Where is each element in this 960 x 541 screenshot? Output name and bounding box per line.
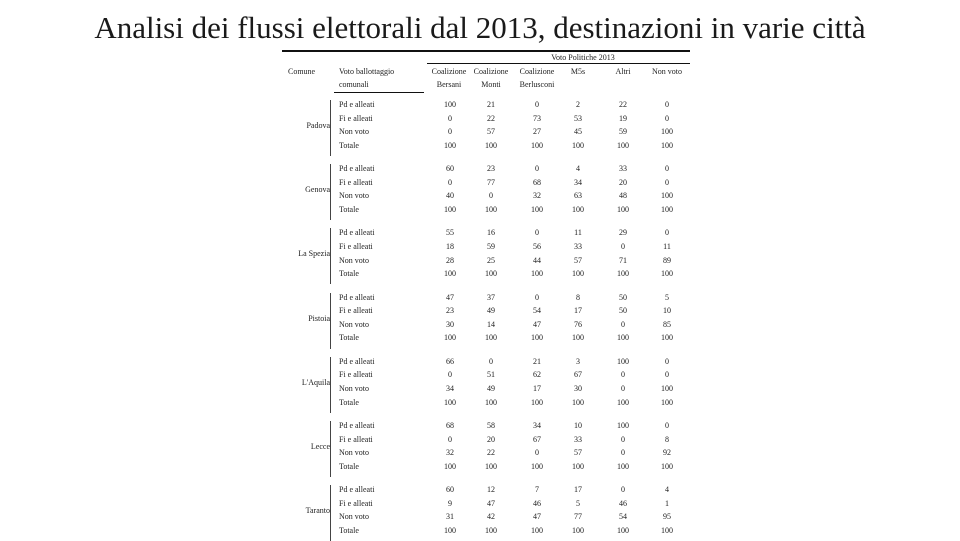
row-label: Non voto xyxy=(339,512,369,522)
table-cell: 19 xyxy=(619,113,627,123)
table-cell: 5 xyxy=(665,292,669,302)
city-group xyxy=(282,421,692,477)
table-cell: 46 xyxy=(619,498,627,508)
table-cell: 60 xyxy=(446,485,454,495)
table-cell: 22 xyxy=(487,448,495,458)
row-label: Pd e alleati xyxy=(339,292,375,302)
row-label: Fi e alleati xyxy=(339,177,373,187)
table-cell: 47 xyxy=(533,512,541,522)
table-cell: 27 xyxy=(533,127,541,137)
row-label: Totale xyxy=(339,204,359,214)
row-label: Non voto xyxy=(339,383,369,393)
row-label: Totale xyxy=(339,269,359,279)
table-cell: 89 xyxy=(663,255,671,265)
table-cell: 100 xyxy=(572,397,584,407)
table-cell: 8 xyxy=(665,434,669,444)
table-cell: 25 xyxy=(487,255,495,265)
table-cell: 34 xyxy=(533,421,541,430)
table-cell: 49 xyxy=(487,383,495,393)
table-cell: 47 xyxy=(446,292,454,302)
table-cell: 12 xyxy=(487,485,495,495)
city-name: L'Aquila xyxy=(301,377,330,387)
table-cell: 47 xyxy=(487,498,495,508)
table-cell: 59 xyxy=(619,127,627,137)
table-cell: 100 xyxy=(661,461,673,471)
table-cell: 30 xyxy=(574,383,582,393)
table-cell: 100 xyxy=(485,204,497,214)
table-cell: 56 xyxy=(533,241,541,251)
table-cell: 17 xyxy=(574,306,582,316)
table-cell: 100 xyxy=(485,525,497,535)
table-cell: 21 xyxy=(533,356,541,366)
col-comune xyxy=(288,65,333,78)
table-cell: 0 xyxy=(621,434,625,444)
row-label: Fi e alleati xyxy=(339,241,373,251)
row-label: Fi e alleati xyxy=(339,113,373,123)
table-cell: 100 xyxy=(617,525,629,535)
table-cell: 45 xyxy=(574,127,582,137)
table-cell: 34 xyxy=(446,383,454,393)
table-cell: 0 xyxy=(621,370,625,380)
table-cell: 100 xyxy=(617,356,629,366)
table-cell: 55 xyxy=(446,228,454,238)
table-cell: 63 xyxy=(574,191,582,201)
table-cell: 29 xyxy=(619,228,627,238)
table-cell: 58 xyxy=(487,421,495,430)
table-cell: 0 xyxy=(665,228,669,238)
table-cell: 100 xyxy=(617,421,629,430)
table-cell: 0 xyxy=(665,421,669,430)
table-cell: 76 xyxy=(574,319,582,329)
table-cell: 100 xyxy=(444,397,456,407)
table-cell: 33 xyxy=(619,164,627,174)
col-non-voto-label: Non voto xyxy=(652,67,682,76)
table-cell: 0 xyxy=(621,241,625,251)
city-name: Taranto xyxy=(305,506,330,516)
table-cell: 100 xyxy=(661,383,673,393)
table-cell: 0 xyxy=(448,127,452,137)
table-cell: 100 xyxy=(617,333,629,343)
row-label: Totale xyxy=(339,397,359,407)
group-divider xyxy=(330,228,331,284)
table-cell: 37 xyxy=(487,292,495,302)
col-ballottaggio xyxy=(339,65,424,91)
table-cell: 100 xyxy=(617,204,629,214)
electoral-flows-table xyxy=(282,50,692,540)
table-cell: 0 xyxy=(448,370,452,380)
row-label: Totale xyxy=(339,140,359,150)
table-cell: 17 xyxy=(533,383,541,393)
table-cell: 0 xyxy=(621,448,625,458)
col-m5s-label: M5s xyxy=(570,67,586,76)
table-cell: 100 xyxy=(485,461,497,471)
table-cell: 100 xyxy=(531,204,543,214)
table-cell: 42 xyxy=(487,512,495,522)
table-cell: 20 xyxy=(487,434,495,444)
table-cell: 100 xyxy=(531,461,543,471)
table-cell: 0 xyxy=(665,164,669,174)
table-cell: 32 xyxy=(446,448,454,458)
table-cell: 77 xyxy=(574,512,582,522)
vote-header-rule xyxy=(427,63,690,64)
table-cell: 2 xyxy=(576,100,580,109)
table-cell: 22 xyxy=(487,113,495,123)
table-cell: 4 xyxy=(665,485,669,495)
city-group xyxy=(282,357,692,413)
table-cell: 100 xyxy=(572,204,584,214)
table-cell: 0 xyxy=(621,319,625,329)
city-group xyxy=(282,100,692,156)
table-cell: 0 xyxy=(489,356,493,366)
table-cell: 11 xyxy=(574,228,582,238)
row-label: Pd e alleati xyxy=(339,164,375,174)
col-m5s xyxy=(558,65,598,78)
table-cell: 57 xyxy=(574,448,582,458)
table-cell: 100 xyxy=(661,525,673,535)
table-cell: 34 xyxy=(574,177,582,187)
table-cell: 67 xyxy=(533,434,541,444)
col-non-voto xyxy=(645,65,689,78)
table-cell: 100 xyxy=(661,397,673,407)
row-label: Non voto xyxy=(339,319,369,329)
table-cell: 23 xyxy=(446,306,454,316)
table-cell: 18 xyxy=(446,241,454,251)
table-cell: 68 xyxy=(446,421,454,430)
table-cell: 0 xyxy=(665,370,669,380)
table-cell: 33 xyxy=(574,241,582,251)
table-cell: 54 xyxy=(619,512,627,522)
table-cell: 0 xyxy=(665,113,669,123)
table-cell: 57 xyxy=(574,255,582,265)
table-cell: 100 xyxy=(531,269,543,279)
col-monti-line1: Coalizione xyxy=(473,67,509,76)
table-cell: 100 xyxy=(661,191,673,201)
table-cell: 100 xyxy=(444,140,456,150)
table-cell: 7 xyxy=(535,485,539,495)
table-cell: 100 xyxy=(485,333,497,343)
table-cell: 10 xyxy=(663,306,671,316)
col-ballottaggio-line2: comunali xyxy=(339,80,369,89)
table-cell: 0 xyxy=(665,100,669,109)
row-label: Totale xyxy=(339,525,359,535)
table-cell: 100 xyxy=(572,333,584,343)
table-cell: 0 xyxy=(489,191,493,201)
table-cell: 0 xyxy=(448,113,452,123)
group-divider xyxy=(330,421,331,477)
group-divider xyxy=(330,293,331,349)
table-cell: 20 xyxy=(619,177,627,187)
row-label: Pd e alleati xyxy=(339,100,375,109)
table-cell: 49 xyxy=(487,306,495,316)
table-cell: 30 xyxy=(446,319,454,329)
table-cell: 100 xyxy=(661,140,673,150)
table-cell: 33 xyxy=(574,434,582,444)
row-label: Pd e alleati xyxy=(339,228,375,238)
row-label: Fi e alleati xyxy=(339,498,373,508)
table-cell: 100 xyxy=(661,204,673,214)
table-cell: 31 xyxy=(446,512,454,522)
city-name: Lecce xyxy=(310,442,330,451)
table-cell: 47 xyxy=(533,319,541,329)
row-label: Non voto xyxy=(339,127,369,137)
top-rule-left xyxy=(282,50,427,52)
row-label: Totale xyxy=(339,461,359,471)
table-cell: 100 xyxy=(531,333,543,343)
table-cell: 100 xyxy=(617,461,629,471)
row-label: Non voto xyxy=(339,448,369,458)
page-title: Analisi dei flussi elettorali dal 2013, destinazioni in varie città xyxy=(94,10,866,45)
table-cell: 100 xyxy=(485,397,497,407)
table-cell: 0 xyxy=(535,100,539,109)
table-cell: 16 xyxy=(487,228,495,238)
row-label: Totale xyxy=(339,333,359,343)
table-cell: 5 xyxy=(576,498,580,508)
top-rule-right xyxy=(427,50,690,52)
table-cell: 100 xyxy=(617,269,629,279)
group-divider xyxy=(330,100,331,156)
col-ballottaggio-line1: Voto ballottaggio xyxy=(339,67,395,76)
table-cell: 50 xyxy=(619,292,627,302)
row-label: Fi e alleati xyxy=(339,434,373,444)
table-cell: 71 xyxy=(619,255,627,265)
table-cell: 17 xyxy=(574,485,582,495)
row-label: Pd e alleati xyxy=(339,421,375,430)
table-cell: 77 xyxy=(487,177,495,187)
table-cell: 11 xyxy=(663,241,671,251)
col-altri-label: Altri xyxy=(615,67,631,76)
table-cell: 50 xyxy=(619,306,627,316)
table-cell: 0 xyxy=(621,485,625,495)
table-cell: 0 xyxy=(535,228,539,238)
col-altri xyxy=(603,65,643,78)
table-cell: 28 xyxy=(446,255,454,265)
vote-politiche-header: Voto Politiche 2013 xyxy=(551,53,615,62)
table-cell: 100 xyxy=(444,333,456,343)
table-cell: 0 xyxy=(448,177,452,187)
table-cell: 100 xyxy=(444,100,456,109)
table-cell: 51 xyxy=(487,370,495,380)
table-cell: 1 xyxy=(665,498,669,508)
table-cell: 66 xyxy=(446,356,454,366)
col-bersani-line1: Coalizione xyxy=(431,67,467,76)
table-cell: 100 xyxy=(572,461,584,471)
city-group xyxy=(282,164,692,220)
city-name: Padova xyxy=(306,121,330,130)
table-cell: 8 xyxy=(576,292,580,302)
table-cell: 54 xyxy=(533,306,541,316)
col-monti-line2: Monti xyxy=(481,80,501,89)
table-cell: 100 xyxy=(661,127,673,137)
table-cell: 10 xyxy=(574,421,582,430)
table-cell: 14 xyxy=(487,319,495,329)
table-cell: 100 xyxy=(444,461,456,471)
table-cell: 44 xyxy=(533,255,541,265)
table-cell: 21 xyxy=(487,100,495,109)
table-cell: 0 xyxy=(535,292,539,302)
table-cell: 62 xyxy=(533,370,541,380)
table-cell: 100 xyxy=(661,269,673,279)
table-cell: 0 xyxy=(535,164,539,174)
table-cell: 100 xyxy=(617,397,629,407)
table-cell: 23 xyxy=(487,164,495,174)
col-berlusconi-line2: Berlusconi xyxy=(519,80,555,89)
city-name: La Spezia xyxy=(298,249,330,259)
group-divider xyxy=(330,164,331,220)
row-label: Non voto xyxy=(339,191,369,201)
row-label: Fi e alleati xyxy=(339,306,373,316)
table-cell: 68 xyxy=(533,177,541,187)
table-cell: 85 xyxy=(663,319,671,329)
table-cell: 53 xyxy=(574,113,582,123)
table-cell: 100 xyxy=(444,525,456,535)
row-label: Non voto xyxy=(339,255,369,265)
table-cell: 100 xyxy=(444,204,456,214)
table-cell: 0 xyxy=(535,448,539,458)
table-cell: 22 xyxy=(619,100,627,109)
table-cell: 100 xyxy=(531,525,543,535)
table-cell: 73 xyxy=(533,113,541,123)
row-label: Pd e alleati xyxy=(339,485,375,495)
table-cell: 40 xyxy=(446,191,454,201)
table-cell: 57 xyxy=(487,127,495,137)
table-cell: 100 xyxy=(485,140,497,150)
table-cell: 100 xyxy=(617,140,629,150)
table-cell: 100 xyxy=(485,269,497,279)
table-cell: 0 xyxy=(665,356,669,366)
group-divider xyxy=(330,357,331,413)
city-name: Genova xyxy=(305,185,330,195)
table-cell: 100 xyxy=(572,525,584,535)
table-cell: 4 xyxy=(576,164,580,174)
city-group xyxy=(282,228,692,284)
table-cell: 0 xyxy=(448,434,452,444)
table-cell: 92 xyxy=(663,448,671,458)
col-berlusconi-line1: Coalizione xyxy=(519,67,555,76)
table-cell: 100 xyxy=(572,140,584,150)
city-name: Pistoia xyxy=(308,313,330,323)
header-bottom-rule xyxy=(334,92,424,93)
city-group xyxy=(282,293,692,349)
row-label: Pd e alleati xyxy=(339,356,375,366)
row-label: Fi e alleati xyxy=(339,370,373,380)
table-cell: 48 xyxy=(619,191,627,201)
table-cell: 32 xyxy=(533,191,541,201)
city-group xyxy=(282,485,692,541)
table-cell: 0 xyxy=(621,383,625,393)
table-cell: 100 xyxy=(531,397,543,407)
col-bersani-line2: Bersani xyxy=(436,80,462,89)
group-divider xyxy=(330,485,331,541)
col-coalizione-berlusconi xyxy=(509,65,565,91)
table-cell: 100 xyxy=(444,269,456,279)
table-cell: 3 xyxy=(576,356,580,366)
table-cell: 95 xyxy=(663,512,671,522)
col-comune-label: Comune xyxy=(288,67,316,76)
table-cell: 67 xyxy=(574,370,582,380)
table-cell: 60 xyxy=(446,164,454,174)
table-cell: 0 xyxy=(665,177,669,187)
table-cell: 100 xyxy=(661,333,673,343)
table-cell: 59 xyxy=(487,241,495,251)
table-cell: 100 xyxy=(531,140,543,150)
table-cell: 46 xyxy=(533,498,541,508)
table-cell: 9 xyxy=(448,498,452,508)
table-cell: 100 xyxy=(572,269,584,279)
